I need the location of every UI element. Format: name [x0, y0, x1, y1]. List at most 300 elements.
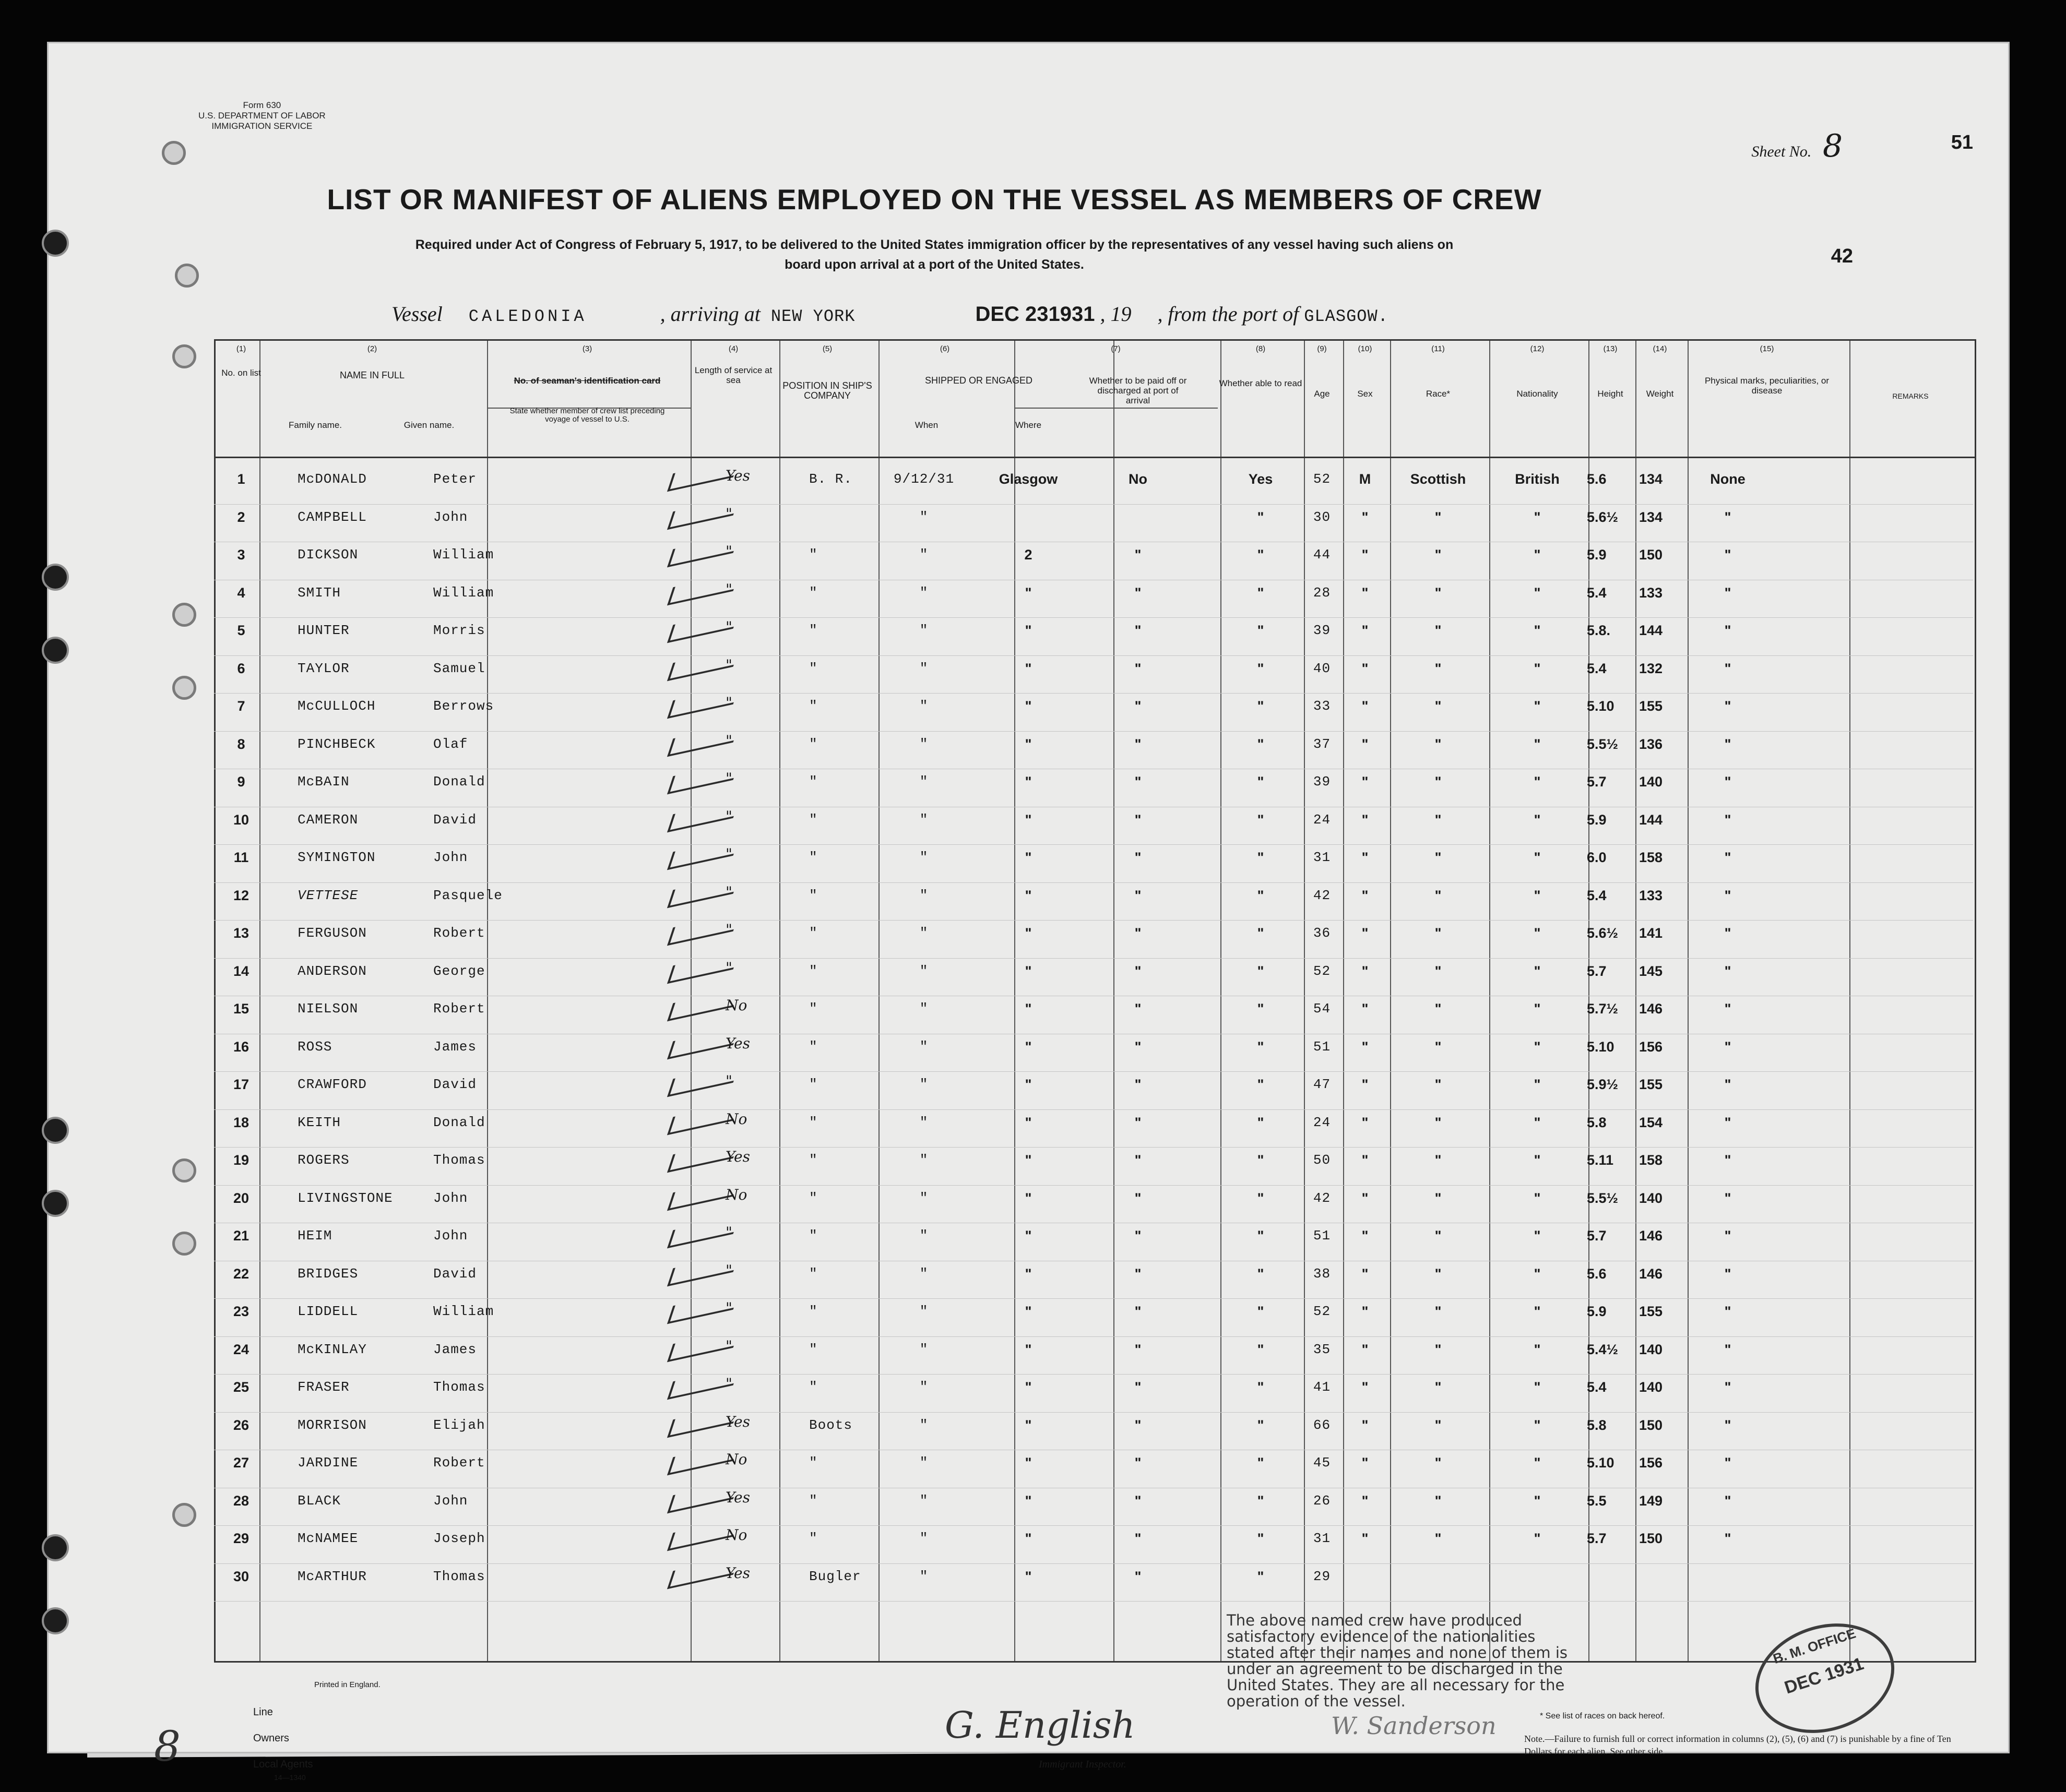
cell-where: "	[1025, 1455, 1032, 1471]
cell-when: "	[919, 698, 929, 714]
row-rule	[214, 731, 1973, 732]
cell-family: MORRISON	[298, 1417, 367, 1433]
cell-sex: "	[1361, 1038, 1369, 1055]
cell-position: "	[809, 774, 818, 790]
cell-weight: 132	[1639, 660, 1663, 676]
cell-family: PINCHBECK	[298, 736, 376, 752]
cell-age: 51	[1313, 1228, 1331, 1244]
sheet-number-label: Sheet No.	[1751, 143, 1812, 160]
cell-where: 2	[1024, 547, 1032, 563]
cell-age: 24	[1313, 1114, 1331, 1130]
cell-no: 20	[233, 1190, 250, 1206]
cell-given: James	[433, 1038, 477, 1055]
cell-sex: M	[1359, 471, 1371, 487]
cell-when: 9/12/31	[893, 471, 955, 487]
cell-age: 28	[1313, 584, 1331, 601]
cell-family: SYMINGTON	[298, 850, 376, 865]
cell-read: "	[1257, 925, 1264, 941]
row-rule	[214, 617, 1973, 618]
cell-age: 42	[1313, 887, 1331, 903]
cell-read: "	[1257, 1152, 1264, 1168]
cell-weight: 134	[1639, 471, 1663, 487]
cell-when: "	[919, 584, 929, 601]
cell-height: 5.4½	[1587, 1341, 1619, 1357]
cell-family: McCULLOCH	[298, 698, 376, 714]
cell-where: "	[1025, 1531, 1032, 1546]
cell-race: "	[1434, 1190, 1442, 1206]
cell-read: "	[1257, 584, 1264, 601]
cell-position: Boots	[809, 1417, 853, 1433]
cell-id: "	[726, 845, 732, 863]
cell-given: David	[433, 1077, 477, 1092]
cell-no: 17	[233, 1077, 250, 1092]
cell-family: CAMPBELL	[298, 509, 367, 525]
cell-family: SMITH	[298, 584, 341, 601]
cell-weight: 140	[1639, 1341, 1663, 1357]
cell-weight: 141	[1639, 925, 1663, 941]
cell-weight: 154	[1639, 1114, 1663, 1130]
cell-given: Samuel	[433, 660, 485, 676]
cell-age: 31	[1313, 1531, 1331, 1546]
cell-physical: "	[1724, 1190, 1731, 1206]
cell-family: McKINLAY	[298, 1341, 367, 1357]
cell-when: "	[919, 1304, 929, 1319]
cell-race: "	[1434, 736, 1442, 752]
header-shipped: SHIPPED OR ENGAGED	[924, 375, 1033, 386]
cell-age: 30	[1313, 509, 1331, 525]
cell-physical: "	[1724, 1341, 1731, 1357]
cell-when: "	[919, 963, 929, 979]
cell-no: 15	[233, 1001, 250, 1017]
cell-family: ANDERSON	[298, 963, 367, 979]
cell-sex: "	[1361, 1152, 1369, 1168]
cell-height: 5.10	[1587, 1455, 1614, 1471]
cell-when: "	[919, 1038, 929, 1055]
cell-when: "	[919, 925, 929, 941]
cell-nationality: "	[1534, 850, 1541, 865]
cell-nationality: "	[1534, 623, 1541, 638]
header-given-name: Given name.	[403, 420, 455, 430]
cell-where: "	[1025, 736, 1032, 752]
col-num-6: (6)	[940, 344, 950, 353]
row-rule	[214, 882, 1973, 883]
binder-ring	[172, 1232, 196, 1256]
cell-age: 37	[1313, 736, 1331, 752]
cell-nationality: "	[1534, 1531, 1541, 1546]
cell-nationality: "	[1534, 1492, 1541, 1509]
cell-sex: "	[1361, 698, 1369, 714]
cell-height: 5.6½	[1587, 509, 1619, 525]
cell-given: James	[433, 1341, 477, 1357]
cell-physical: "	[1724, 1455, 1731, 1471]
header-age: Age	[1314, 389, 1330, 399]
cell-when: "	[919, 887, 929, 903]
header-id-card-note: State whether member of crew list preceding voyage of vessel to U.S.	[509, 407, 665, 424]
cell-age: 36	[1313, 925, 1331, 941]
cell-id: "	[726, 807, 732, 825]
cell-no: 4	[237, 584, 245, 601]
cell-paid: "	[1134, 1265, 1142, 1282]
cell-weight: 155	[1639, 1077, 1663, 1092]
cell-id: "	[726, 505, 732, 522]
cell-no: 1	[237, 471, 245, 487]
cell-physical: "	[1724, 1228, 1731, 1244]
cell-paid: "	[1134, 811, 1142, 828]
vessel-line	[391, 302, 1388, 326]
cell-sex: "	[1361, 1190, 1369, 1206]
cell-race: "	[1434, 1001, 1442, 1017]
cell-paid: "	[1134, 547, 1142, 563]
cell-given: Joseph	[433, 1531, 485, 1546]
col-num-12: (12)	[1530, 344, 1545, 353]
cell-where: "	[1025, 1379, 1032, 1395]
cell-read: "	[1257, 1190, 1264, 1206]
cell-read: "	[1257, 811, 1264, 828]
cell-given: Olaf	[433, 736, 468, 752]
cell-given: Robert	[433, 925, 485, 941]
cell-height: 5.5½	[1587, 1190, 1619, 1206]
manifest-page	[47, 42, 2010, 1782]
inspector-label: Immigrant Inspector.	[1039, 1759, 1126, 1770]
cell-when: "	[919, 1531, 929, 1546]
cell-id: Yes	[726, 1564, 750, 1582]
cell-race: "	[1434, 1531, 1442, 1546]
cell-height: 5.6	[1587, 471, 1607, 487]
cell-age: 52	[1313, 963, 1331, 979]
cell-sex: "	[1361, 509, 1369, 525]
cell-family: HEIM	[298, 1228, 333, 1244]
cell-given: Thomas	[433, 1379, 485, 1395]
cell-paid: "	[1134, 1455, 1142, 1471]
cell-read: "	[1257, 1341, 1264, 1357]
punch-hole	[42, 1534, 69, 1561]
cell-family: FRASER	[298, 1379, 350, 1395]
cell-given: Robert	[433, 1455, 485, 1471]
cell-paid: "	[1134, 736, 1142, 752]
cell-when: "	[919, 736, 929, 752]
vessel-name: CALEDONIA	[468, 307, 587, 326]
cell-read: "	[1257, 1077, 1264, 1092]
row-rule	[214, 693, 1973, 694]
cell-where: "	[1025, 1341, 1032, 1357]
cell-race: "	[1434, 1265, 1442, 1282]
cell-physical: "	[1724, 698, 1731, 714]
arriving-label: , arriving at	[660, 302, 761, 326]
cell-no: 24	[233, 1341, 250, 1357]
cell-position: "	[809, 887, 818, 903]
header-remarks: REMARKS	[1892, 392, 1929, 400]
cell-weight: 146	[1639, 1001, 1663, 1017]
cell-given: John	[433, 509, 468, 525]
punch-hole	[42, 1607, 69, 1634]
cell-height: 5.9	[1587, 811, 1607, 828]
cell-nationality: "	[1534, 811, 1541, 828]
cell-id: Yes	[726, 1488, 750, 1506]
cell-read: "	[1257, 1304, 1264, 1319]
cell-position: "	[809, 1341, 818, 1357]
certification-text: The above named crew have produced satisfactory evidence of the nationalities stated after their names and none of them is under an agreement to be discharged in the United States. They are all necessary for the operation of the vessel.	[1227, 1611, 1568, 1710]
cell-race: "	[1434, 1304, 1442, 1319]
form-info	[198, 100, 326, 132]
cell-where: "	[1025, 660, 1032, 676]
cell-when: "	[919, 1265, 929, 1282]
cell-position: "	[809, 925, 818, 941]
punch-hole	[42, 1117, 69, 1144]
col-num-4: (4)	[728, 344, 739, 353]
cell-race: "	[1434, 1114, 1442, 1130]
cell-position: "	[809, 1228, 818, 1244]
cell-race: "	[1434, 850, 1442, 865]
header-family-name: Family name.	[288, 420, 342, 430]
cell-physical: "	[1724, 1379, 1731, 1395]
cell-read: "	[1257, 1114, 1264, 1130]
cell-physical: "	[1724, 736, 1731, 752]
cell-where: "	[1025, 1114, 1032, 1130]
cell-no: 25	[233, 1379, 250, 1395]
cell-race: "	[1434, 1492, 1442, 1509]
cell-position: Bugler	[809, 1568, 861, 1584]
inspector-signature: G. English	[945, 1704, 1135, 1747]
row-rule	[214, 958, 1973, 959]
cell-weight: 134	[1639, 509, 1663, 525]
cell-physical: "	[1724, 963, 1731, 979]
cell-no: 8	[237, 736, 245, 752]
cell-position: "	[809, 1190, 818, 1206]
cell-paid: "	[1134, 1492, 1142, 1509]
cell-read: "	[1257, 1001, 1264, 1017]
cell-given: Robert	[433, 1001, 485, 1017]
page-subtitle: Required under Act of Congress of February 5, 1917, to be delivered to the United States immigration officer by the representatives of any vessel having such aliens on board upon arrival at a port of the United States.	[415, 237, 1454, 272]
cell-given: Thomas	[433, 1568, 485, 1584]
cell-given: Morris	[433, 623, 485, 638]
cell-height: 5.7	[1587, 774, 1607, 790]
cell-family: BLACK	[298, 1492, 341, 1509]
cell-id: "	[726, 1072, 732, 1090]
cell-where: "	[1025, 1228, 1032, 1244]
cell-nationality: "	[1534, 1077, 1541, 1092]
header-able-read: Whether able to read	[1219, 378, 1302, 388]
cell-weight: 145	[1639, 963, 1663, 979]
cell-height: 5.4	[1587, 887, 1607, 903]
cell-race: "	[1434, 1228, 1442, 1244]
cell-when: "	[919, 850, 929, 865]
cell-weight: 155	[1639, 1304, 1663, 1319]
cell-height: 5.11	[1587, 1152, 1614, 1168]
cell-family: McARTHUR	[298, 1568, 367, 1584]
col-num-3: (3)	[582, 344, 592, 353]
cell-race: "	[1434, 1077, 1442, 1092]
cell-id: "	[726, 959, 732, 976]
cell-height: 5.10	[1587, 698, 1614, 714]
cell-position: "	[809, 1455, 818, 1471]
cell-when: "	[919, 1417, 929, 1433]
cell-family: JARDINE	[298, 1455, 359, 1471]
cell-position: "	[809, 1265, 818, 1282]
punch-hole	[42, 1190, 69, 1217]
binder-ring	[172, 1158, 196, 1182]
cell-race: "	[1434, 1341, 1442, 1357]
cell-where: "	[1025, 887, 1032, 903]
cell-where: "	[1025, 963, 1032, 979]
cell-nationality: "	[1534, 1152, 1541, 1168]
cell-no: 5	[237, 623, 245, 638]
seal-top-text: B. M. OFFICE	[1771, 1625, 1858, 1667]
cell-read: "	[1257, 1038, 1264, 1055]
col-num-2: (2)	[367, 344, 377, 353]
cell-age: 66	[1313, 1417, 1331, 1433]
sheet-number-value: 8	[1822, 128, 1843, 164]
cell-physical: None	[1710, 471, 1746, 487]
cell-position: "	[809, 963, 818, 979]
cell-read: "	[1257, 1265, 1264, 1282]
cell-position: "	[809, 698, 818, 714]
cell-given: Peter	[433, 471, 477, 487]
cell-weight: 150	[1639, 1417, 1663, 1433]
punch-hole	[42, 564, 69, 591]
cell-where: "	[1025, 1417, 1032, 1433]
cell-race: "	[1434, 547, 1442, 563]
cell-paid: No	[1129, 471, 1147, 487]
cell-race: Scottish	[1410, 471, 1466, 487]
cell-id: "	[726, 1299, 732, 1317]
cell-height: 5.4	[1587, 1379, 1607, 1395]
cell-age: 31	[1313, 850, 1331, 865]
header-length-service: Length of service at sea	[694, 365, 773, 385]
header-paid-off: Whether to be paid off or discharged at port of arrival	[1089, 376, 1187, 405]
col-num-14: (14)	[1653, 344, 1667, 353]
printed-in: Printed in England.	[314, 1680, 381, 1689]
cell-height: 5.7	[1587, 1228, 1607, 1244]
cell-nationality: British	[1515, 471, 1560, 487]
cell-weight: 150	[1639, 1531, 1663, 1546]
cell-sex: "	[1361, 623, 1369, 638]
cell-paid: "	[1134, 1001, 1142, 1017]
cell-race: "	[1434, 623, 1442, 638]
cell-race: "	[1434, 774, 1442, 790]
binder-ring	[172, 1503, 196, 1527]
cell-family: CRAWFORD	[298, 1077, 367, 1092]
cell-where: "	[1025, 1568, 1032, 1584]
binder-ring	[172, 344, 196, 368]
cell-height: 5.8	[1587, 1417, 1607, 1433]
cell-nationality: "	[1534, 963, 1541, 979]
cell-when: "	[919, 1568, 929, 1584]
cell-where: "	[1025, 1190, 1032, 1206]
cell-race: "	[1434, 1379, 1442, 1395]
footer-form-code: 14—1340	[274, 1773, 306, 1782]
cell-id: "	[726, 921, 732, 938]
cell-position: "	[809, 811, 818, 828]
cell-weight: 146	[1639, 1228, 1663, 1244]
cell-age: 42	[1313, 1190, 1331, 1206]
cell-paid: "	[1134, 1341, 1142, 1357]
cell-given: Berrows	[433, 698, 494, 714]
cell-race: "	[1434, 811, 1442, 828]
cell-family: HUNTER	[298, 623, 350, 638]
col-num-1: (1)	[236, 344, 246, 353]
cell-read: "	[1257, 1455, 1264, 1471]
cell-weight: 140	[1639, 1379, 1663, 1395]
cell-height: 5.7	[1587, 1531, 1607, 1546]
cell-nationality: "	[1534, 584, 1541, 601]
cell-height: 5.8.	[1587, 623, 1611, 638]
cell-age: 45	[1313, 1455, 1331, 1471]
cell-paid: "	[1134, 1568, 1142, 1584]
cell-sex: "	[1361, 1417, 1369, 1433]
cell-sex: "	[1361, 887, 1369, 903]
cell-given: John	[433, 1492, 468, 1509]
cell-where: "	[1025, 1001, 1032, 1017]
cell-paid: "	[1134, 887, 1142, 903]
cell-id: "	[726, 732, 732, 749]
row-rule	[214, 1336, 1973, 1337]
footer-note: Note.—Failure to furnish full or correct information in columns (2), (5), (6) and (7) is punishable by a fine of Ten Dollars for each alien. See other side.	[1524, 1734, 1951, 1757]
handwritten-sheet-mark: 8	[154, 1722, 181, 1771]
cell-physical: "	[1724, 925, 1731, 941]
cell-sex: "	[1361, 1265, 1369, 1282]
cell-no: 23	[233, 1304, 250, 1319]
cell-sex: "	[1361, 1531, 1369, 1546]
cell-height: 5.8	[1587, 1114, 1607, 1130]
col-num-7: (7)	[1111, 344, 1121, 353]
cell-sex: "	[1361, 774, 1369, 790]
cell-paid: "	[1134, 1077, 1142, 1092]
cell-age: 41	[1313, 1379, 1331, 1395]
cell-weight: 150	[1639, 547, 1663, 563]
cell-sex: "	[1361, 1379, 1369, 1395]
cell-sex: "	[1361, 584, 1369, 601]
cell-id: "	[726, 1224, 732, 1241]
cell-id: "	[726, 656, 732, 674]
cell-race: "	[1434, 1417, 1442, 1433]
cell-no: 30	[233, 1568, 250, 1584]
cell-sex: "	[1361, 925, 1369, 941]
cell-height: 5.5½	[1587, 736, 1619, 752]
cell-physical: "	[1724, 509, 1731, 525]
cell-nationality: "	[1534, 509, 1541, 525]
cell-id: "	[726, 883, 732, 901]
cell-weight: 156	[1639, 1038, 1663, 1055]
cell-race: "	[1434, 1038, 1442, 1055]
page-title: LIST OR MANIFEST OF ALIENS EMPLOYED ON THE VESSEL AS MEMBERS OF CREW	[327, 183, 1542, 216]
cell-position: "	[809, 736, 818, 752]
cell-race: "	[1434, 1455, 1442, 1471]
cell-paid: "	[1134, 1531, 1142, 1546]
service-name: IMMIGRATION SERVICE	[211, 121, 313, 131]
cell-where: "	[1025, 698, 1032, 714]
col-num-8: (8)	[1255, 344, 1266, 353]
col-num-10: (10)	[1358, 344, 1372, 353]
cell-read: "	[1257, 1492, 1264, 1509]
footer-owners-label: Owners	[253, 1733, 289, 1744]
header-when: When	[915, 420, 939, 430]
cell-no: 27	[233, 1455, 250, 1471]
cell-sex: "	[1361, 1228, 1369, 1244]
cell-race: "	[1434, 698, 1442, 714]
header-no-on-list: No. on list	[221, 368, 261, 378]
cell-no: 22	[233, 1265, 250, 1282]
cell-weight: 140	[1639, 1190, 1663, 1206]
cell-family: McDONALD	[298, 471, 367, 487]
cell-where: "	[1025, 1265, 1032, 1282]
cell-position: "	[809, 1531, 818, 1546]
cell-paid: "	[1134, 660, 1142, 676]
binder-ring	[172, 676, 196, 700]
header-where: Where	[1015, 420, 1042, 430]
cell-family: LIVINGSTONE	[298, 1190, 393, 1206]
cell-physical: "	[1724, 584, 1731, 601]
cell-nationality: "	[1534, 1265, 1541, 1282]
